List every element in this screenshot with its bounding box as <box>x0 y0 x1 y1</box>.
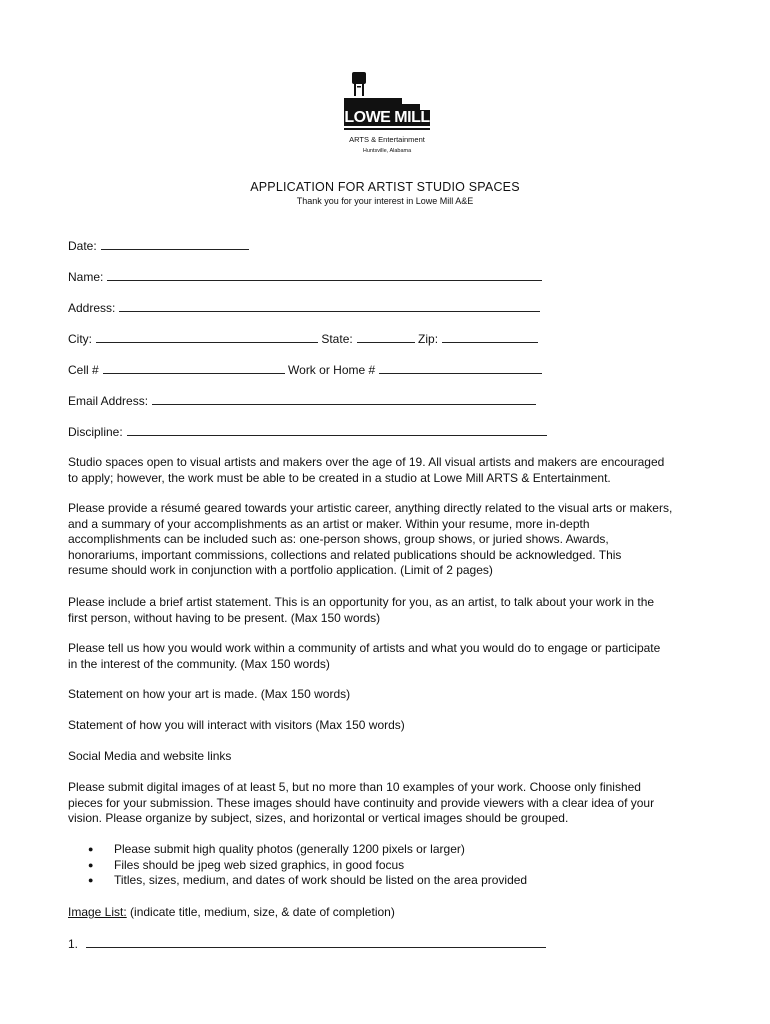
state-field[interactable] <box>357 331 415 343</box>
email-row <box>68 393 536 408</box>
address-field[interactable] <box>119 300 540 312</box>
cell-field[interactable] <box>103 362 285 374</box>
zip-field[interactable] <box>442 331 538 343</box>
date-label: Date: <box>68 239 97 253</box>
discipline-row <box>68 424 547 439</box>
image-item-1-row <box>68 936 546 951</box>
city-state-zip-row <box>68 331 538 346</box>
artist-statement-paragraph: Please include a brief artist statement. This is an opportunity for you, as an artist, to talk about your work in the first person, without having to be present. (Max 150 words) <box>68 595 655 625</box>
email-field[interactable] <box>152 393 536 405</box>
lowe-mill-logo <box>330 70 440 162</box>
zip-label: Zip: <box>418 332 439 346</box>
eligibility-paragraph: Studio spaces open to visual artists and makers over the age of 19. All visual artists and makers are encouraged to apply; however, the work must be able to be created in a studio at Lowe Mill ARTS & Entertainment. <box>68 455 665 485</box>
page-subtitle: Thank you for your interest in Lowe Mill A&E <box>296 196 474 206</box>
work-home-field[interactable] <box>379 362 542 374</box>
art-made-statement: Statement on how your art is made. (Max 150 words) <box>68 687 351 701</box>
images-paragraph: Please submit digital images of at least 5, but no more than 10 examples of your work. Choose only finished pieces for your submission. These images should have continuity and provide viewers with a clear idea of your vision. Please organize by subject, sizes, and horizontal or vertical images should be grouped. <box>68 780 655 826</box>
address-row <box>68 300 540 315</box>
community-paragraph: Please tell us how you would work within a community of artists and what you would do to engage or participate in the interest of the community. (Max 150 words) <box>68 641 661 671</box>
visitor-interaction-statement: Statement of how you will interact with visitors (Max 150 words) <box>68 718 405 732</box>
name-label: Name: <box>68 270 104 284</box>
date-field[interactable] <box>101 238 249 250</box>
logo-location: Huntsville, Alabama <box>362 148 412 154</box>
resume-paragraph: Please provide a résumé geared towards your artistic career, anything directly related to the visual arts or makers, and a summary of your accomplishments as an artist or maker. Within your resume, more in-depth accomplishments can be included such as: one-person shows, group shows, or juried shows. Awards, honorariums, important commissions, collections and related publications should be acknowledged. This resume should work in conjunction with a portfolio application. (Limit of 2 pages) <box>68 501 673 578</box>
image-item-1-label: 1. <box>68 937 79 951</box>
address-label: Address: <box>68 301 116 315</box>
work-home-label: Work or Home # <box>288 363 376 377</box>
discipline-field[interactable] <box>127 424 547 436</box>
date-row <box>68 238 249 253</box>
name-field[interactable] <box>107 269 542 281</box>
email-label: Email Address: <box>68 394 149 408</box>
social-media-links: Social Media and website links <box>68 749 232 763</box>
image-item-1-field[interactable] <box>86 936 546 948</box>
logo-tagline: ARTS & Entertainment <box>349 135 425 144</box>
image-requirements-list <box>88 842 688 889</box>
phone-row <box>68 362 542 377</box>
list-item: ● Files should be jpeg web sized graphics, in good focus <box>88 858 688 874</box>
logo-brand-text: LOWE MILL <box>344 109 430 126</box>
city-field[interactable] <box>96 331 318 343</box>
list-item: ● Please submit high quality photos (generally 1200 pixels or larger) <box>88 842 688 858</box>
list-item: ● Titles, sizes, medium, and dates of work should be listed on the area provided <box>88 873 688 889</box>
water-tower-icon <box>352 72 366 96</box>
city-label: City: <box>68 332 92 346</box>
image-list-note: (indicate title, medium, size, & date of completion) <box>126 905 395 919</box>
image-list-heading <box>68 905 708 921</box>
image-list-label: Image List: <box>68 905 127 919</box>
page-title: APPLICATION FOR ARTIST STUDIO SPACES <box>250 180 520 194</box>
state-label: State: <box>321 332 353 346</box>
discipline-label: Discipline: <box>68 425 123 439</box>
name-row <box>68 269 542 284</box>
cell-label: Cell # <box>68 363 99 377</box>
